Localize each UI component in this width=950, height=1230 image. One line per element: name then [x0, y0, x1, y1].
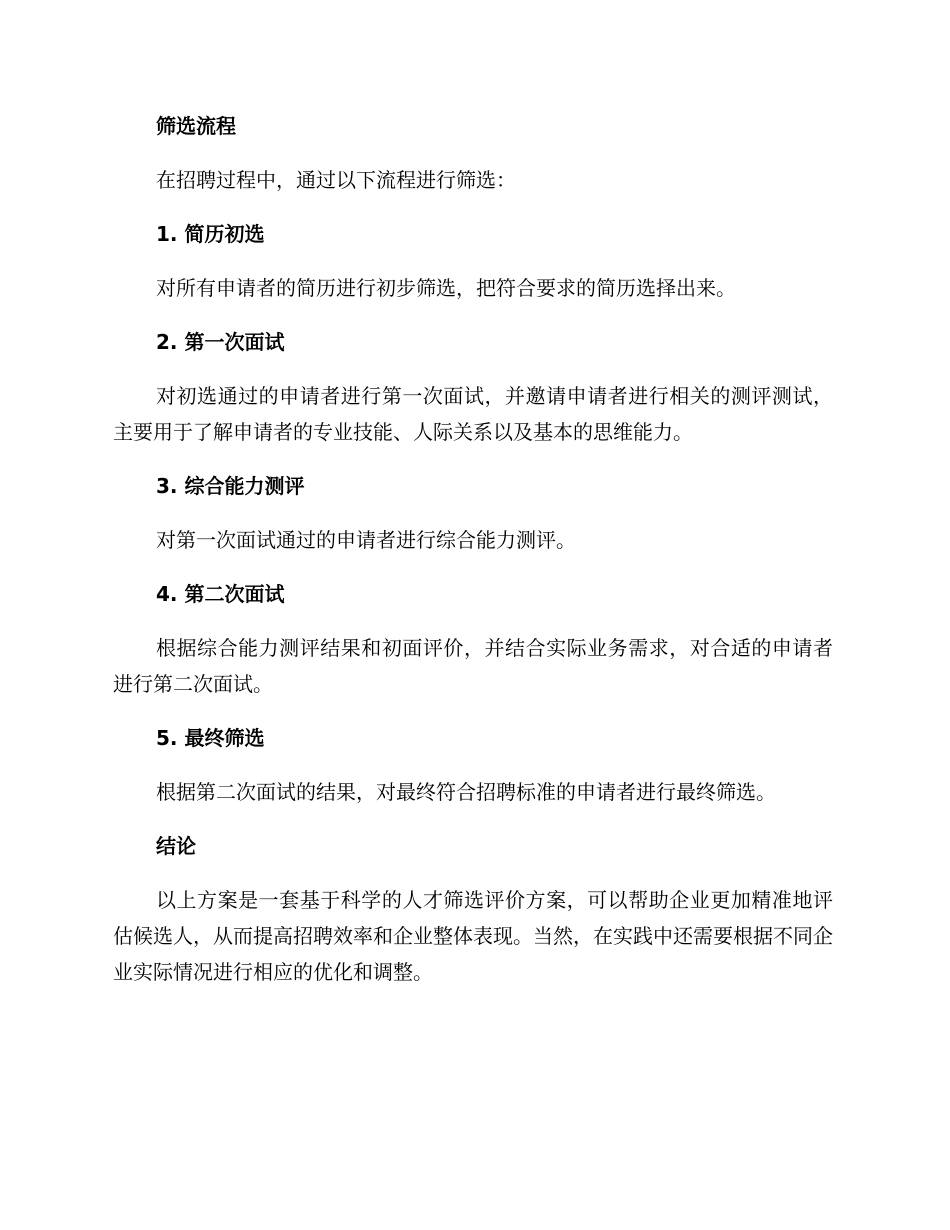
paragraph-intro: 在招聘过程中，通过以下流程进行筛选：: [156, 168, 516, 192]
paragraph-second-interview: 根据综合能力测评结果和初面评价，并结合实际业务需求，对合适的申请者进行第二次面试。: [113, 636, 833, 696]
step-heading-ability-assessment: 3. 综合能力测评: [156, 474, 305, 498]
step-heading-final-screening: 5. 最终筛选: [156, 726, 265, 750]
section-heading-conclusion: 结论: [156, 834, 196, 858]
document-page: [113, 108, 833, 990]
paragraph-first-interview: 对初选通过的申请者进行第一次面试，并邀请申请者进行相关的测评测试，主要用于了解申请者的专业技能、人际关系以及基本的思维能力。: [113, 384, 833, 444]
step-heading-second-interview: 4. 第二次面试: [156, 582, 285, 606]
paragraph-conclusion: 以上方案是一套基于科学的人才筛选评价方案，可以帮助企业更加精准地评估候选人，从而提高招聘效率和企业整体表现。当然，在实践中还需要根据不同企业实际情况进行相应的优化和调整。: [113, 888, 833, 984]
paragraph-ability-assessment: 对第一次面试通过的申请者进行综合能力测评。: [156, 528, 576, 552]
paragraph-final-screening: 根据第二次面试的结果，对最终符合招聘标准的申请者进行最终筛选。: [156, 780, 776, 804]
step-heading-resume-screening: 1. 简历初选: [156, 222, 265, 246]
step-heading-first-interview: 2. 第一次面试: [156, 330, 285, 354]
section-heading-screening-process: 筛选流程: [156, 114, 236, 138]
paragraph-resume-screening: 对所有申请者的简历进行初步筛选，把符合要求的简历选择出来。: [156, 276, 736, 300]
